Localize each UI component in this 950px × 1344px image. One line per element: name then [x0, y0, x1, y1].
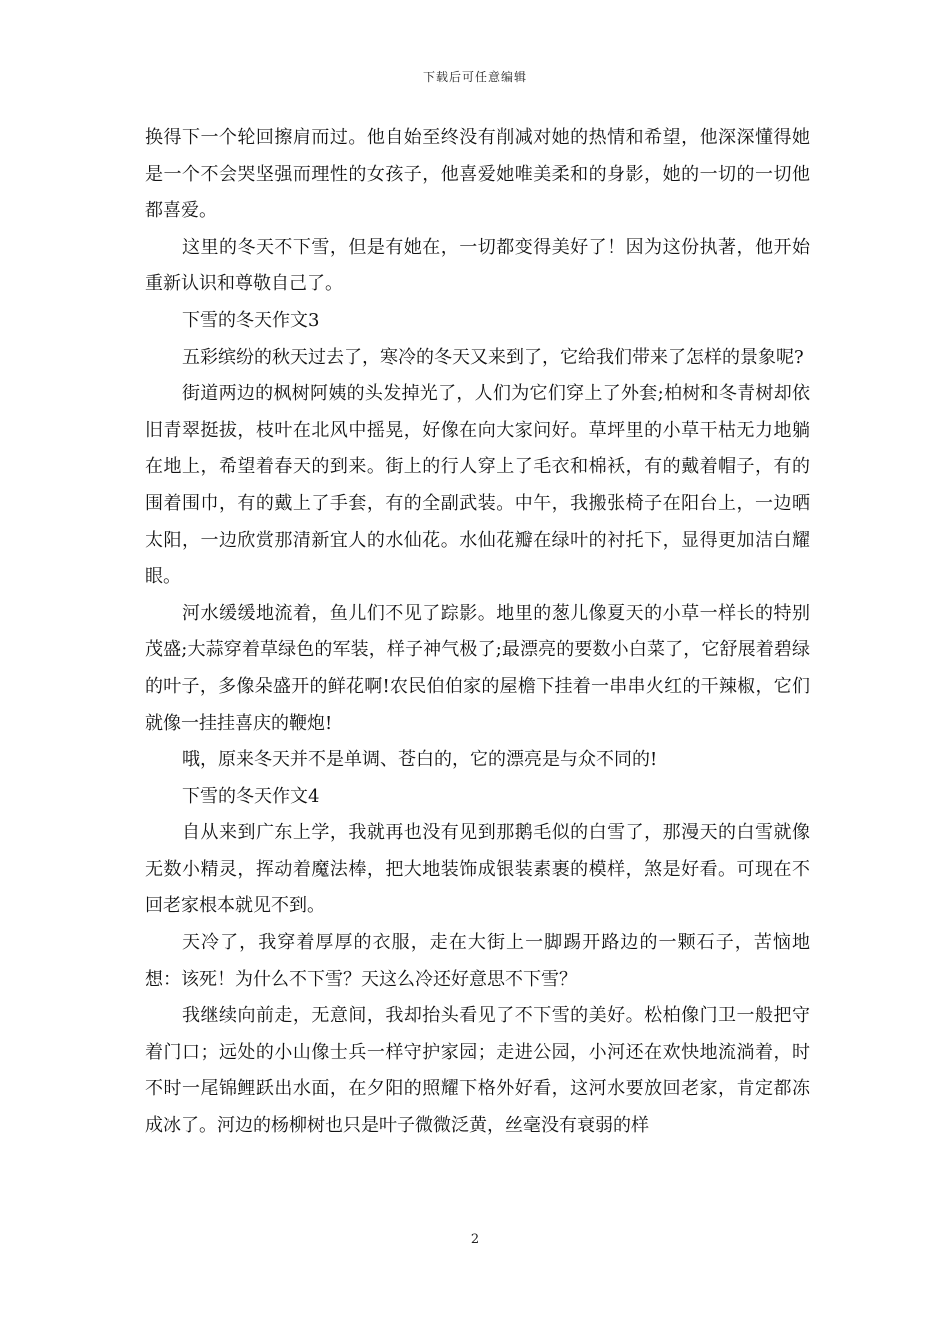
paragraph-10: 天冷了，我穿着厚厚的衣服，走在大街上一脚踢开路边的一颗石子，苦恼地想：该死！为什么不下雪？天这么冷还好意思不下雪？	[145, 932, 810, 990]
section-heading-4: 下雪的冬天作文4	[182, 785, 320, 807]
page-header: 下载后可任意编辑	[422, 70, 527, 84]
paragraph-6: 河水缓缓地流着，鱼儿们不见了踪影。地里的葱儿像夏天的小草一样长的特别茂盛;大蒜穿着草绿色的军装，样子神气极了;最漂亮的要数小白菜了，它舒展着碧绿的叶子，多像朵盛开的鲜花啊!农民伯伯家的屋檐下挂着一串串火红的干辣椒，它们就像一挂挂喜庆的鞭炮!	[145, 602, 810, 734]
document-body	[145, 120, 810, 1145]
paragraph-7: 哦，原来冬天并不是单调、苍白的，它的漂亮是与众不同的!	[182, 749, 658, 771]
paragraph-9: 自从来到广东上学，我就再也没有见到那鹅毛似的白雪了，那漫天的白雪就像无数小精灵，挥动着魔法棒，把大地装饰成银装素裹的模样，煞是好看。可现在不回老家根本就见不到。	[145, 822, 810, 917]
paragraph-11: 我继续向前走，无意间，我却抬头看见了不下雪的美好。松柏像门卫一般把守着门口；远处的小山像士兵一样守护家园；走进公园，小河还在欢快地流淌着，时不时一尾锦鲤跃出水面，在夕阳的照耀下格外好看，这河水要放回老家，肯定都冻成冰了。河边的杨柳树也只是叶子微微泛黄，丝毫没有衰弱的样	[145, 1005, 810, 1137]
section-heading-3: 下雪的冬天作文3	[182, 309, 320, 331]
paragraph-2: 这里的冬天不下雪，但是有她在，一切都变得美好了！因为这份执著，他开始重新认识和尊敬自己了。	[145, 236, 810, 295]
paragraph-1: 换得下一个轮回擦肩而过。他自始至终没有削减对她的热情和希望，他深深懂得她是一个不会哭坚强而理性的女孩子，他喜爱她唯美柔和的身影，她的一切的一切他都喜爱。	[145, 127, 810, 222]
page-number: 2	[470, 1232, 480, 1247]
paragraph-5: 街道两边的枫树阿姨的头发掉光了，人们为它们穿上了外套;柏树和冬青树却依旧青翠挺拔，枝叶在北风中摇晃，好像在向大家问好。草坪里的小草干枯无力地躺在地上，希望着春天的到来。街上的行人穿上了毛衣和棉袄，有的戴着帽子，有的围着围巾，有的戴上了手套，有的全副武装。中午，我搬张椅子在阳台上，一边晒太阳，一边欣赏那清新宜人的水仙花。水仙花瓣在绿叶的衬托下，显得更加洁白耀眼。	[145, 383, 810, 588]
paragraph-4: 五彩缤纷的秋天过去了，寒冷的冬天又来到了，它给我们带来了怎样的景象呢?	[182, 346, 804, 368]
